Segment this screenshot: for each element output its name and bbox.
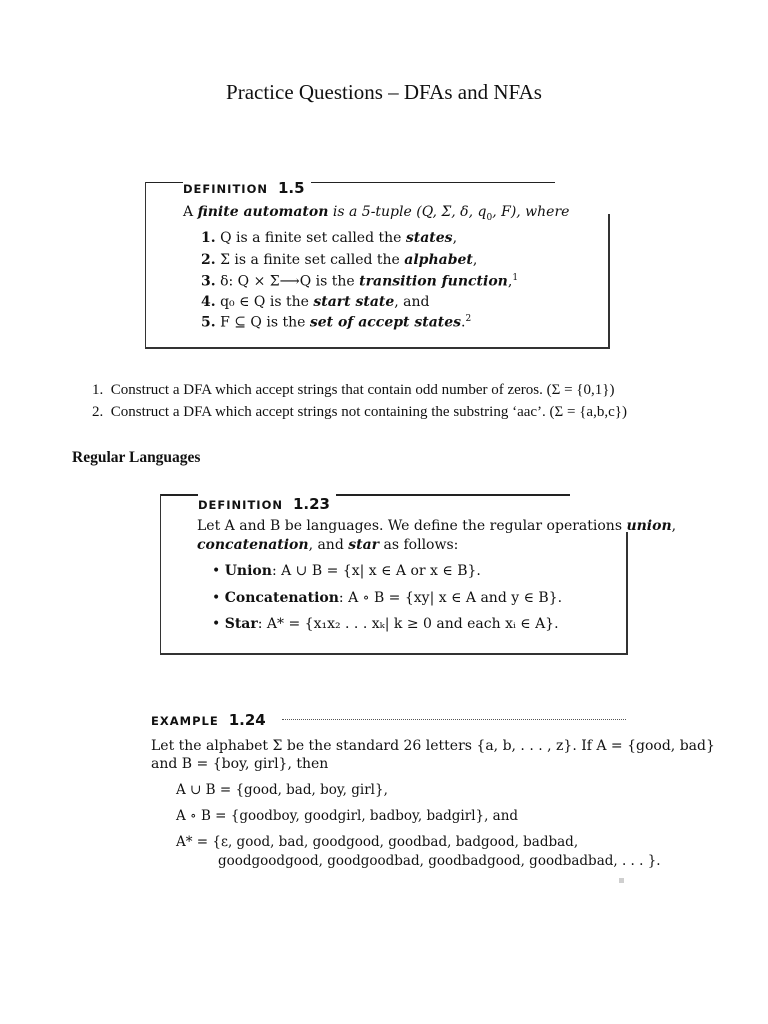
example-text: and B = {boy, girl}, then	[151, 756, 329, 772]
definition-item: 4. q₀ ∈ Q is the start state, and	[201, 294, 430, 310]
definition-box-1-23	[160, 494, 677, 656]
definition-label: DEFINITION	[183, 182, 268, 196]
end-mark-icon	[619, 878, 624, 883]
definition-heading	[198, 494, 336, 513]
example-union: A ∪ B = {good, bad, boy, girl},	[176, 782, 388, 798]
definition-item: 1. Q is a finite set called the states,	[201, 230, 458, 246]
definition-item: 5. F ⊆ Q is the set of accept states.$^2$	[201, 314, 472, 331]
example-star: A* = {ε, good, bad, goodgood, goodbad, badgood, badbad,	[176, 834, 579, 850]
example-rule	[282, 719, 626, 720]
definition-intro: Let A and B be languages. We define the regular operations union,	[197, 518, 677, 534]
definition-bullet: • Concatenation: A ∘ B = {xy| x ∈ A and y ∈ B}.	[212, 590, 563, 606]
definition-item: 3. δ: Q × Σ⟶Q is the transition function,$^1$	[201, 273, 519, 290]
definition-number: 1.23	[292, 495, 330, 513]
definition-number: 1.5	[277, 179, 305, 197]
example-heading	[151, 710, 266, 729]
example-text: Let the alphabet Σ be the standard 26 letters {a, b, . . . , z}. If A = {good, bad}	[151, 738, 715, 754]
definition-label: DEFINITION	[198, 498, 283, 512]
example-number: 1.24	[228, 711, 266, 729]
definition-box-1-5	[145, 179, 611, 350]
example-concatenation: A ∘ B = {goodboy, goodgirl, badboy, badgirl}, and	[176, 808, 519, 824]
definition-intro: A finite automaton is a 5-tuple (Q, Σ, δ, $q_0$, F), where	[183, 204, 570, 223]
question-item: 1. Construct a DFA which accept strings that contain odd number of zeros. (Σ = {0,1})	[92, 382, 615, 398]
page-title: Practice Questions – DFAs and NFAs	[226, 80, 542, 104]
definition-intro: concatenation, and star as follows:	[197, 537, 459, 553]
example-label: EXAMPLE	[151, 714, 219, 728]
question-item: 2. Construct a DFA which accept strings not containing the substring ‘aac’. (Σ = {a,b,c})	[92, 404, 627, 420]
definition-bullet: • Union: A ∪ B = {x| x ∈ A or x ∈ B}.	[212, 563, 481, 579]
section-heading: Regular Languages	[72, 449, 201, 466]
definition-heading	[183, 178, 311, 197]
definition-bullet: • Star: A* = {x₁x₂ . . . xₖ| k ≥ 0 and each xᵢ ∈ A}.	[212, 616, 559, 632]
definition-item: 2. Σ is a finite set called the alphabet,	[201, 252, 478, 268]
example-star-continued: goodgoodgood, goodgoodbad, goodbadgood, goodbadbad, . . . }.	[218, 853, 661, 869]
